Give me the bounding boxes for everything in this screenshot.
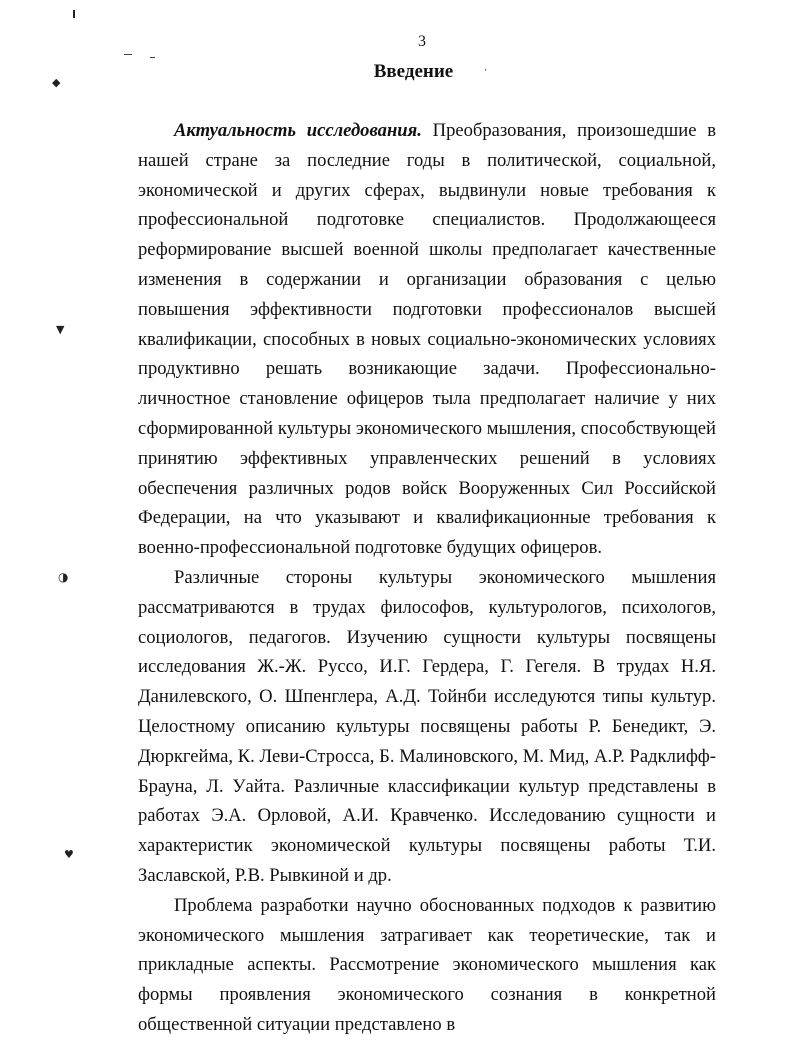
scan-speck-icon: ◑ xyxy=(58,570,69,584)
scan-speck: ′ xyxy=(484,67,491,80)
paragraph xyxy=(138,116,716,563)
scan-speck-icon: ▼ xyxy=(56,323,65,336)
paragraph-text: Проблема разработки научно обоснованных подходов к развитию экономического мышления затрагивает как теоретические, так и прикладные аспекты. Рассмотрение экономического мышления как формы проявления экономического сознания в конкретной общественной ситуации представлено в xyxy=(138,894,716,1035)
paragraph xyxy=(138,563,716,891)
paragraph-text: Преобразования, произошедшие в нашей стране за последние годы в политической, социальной, экономической и других сферах, выдвинули новые требования к профессиональной подготовке специалистов. Продолжающееся реформирование высшей военной школы предполагает качественные изменения в содержании и организации образования с целью повышения эффективности подготовки профессионалов высшей квалификации, способных в новых социально-экономических условиях продуктивно решать возникающие задачи. Профессионально-личностное становление офицеров тыла предполагает наличие у них сформированной культуры экономического мышления, способствующей принятию эффективных управленческих решений в условиях обеспечения различных родов войск Вооруженных Сил Российской Федерации, на что указывают и квалификационные требования к военно-профессиональной подготовке будущих офицеров. xyxy=(138,120,717,559)
paragraph-lead: Актуальность исследования. xyxy=(174,120,422,141)
page-number: 3 xyxy=(418,33,426,50)
scan-speck xyxy=(150,57,155,58)
scan-speck xyxy=(124,54,132,55)
scan-speck xyxy=(73,10,75,18)
scan-speck-icon: ◆ xyxy=(52,76,61,89)
paragraph-text: Различные стороны культуры экономического мышления рассматриваются в трудах философов, культурологов, психологов, социологов, педагогов. Изучению сущности культуры посвящены исследования Ж.-Ж. Руссо, И.Г. Гердера, Г. Гегеля. В трудах Н.Я. Данилевского, О. Шпенглера, А.Д. Тойнби исследуются типы культур. Целостному описанию культуры посвящены работы Р. Бенедикт, Э. Дюркгейма, К. Леви-Стросса, Б. Малиновского, М. Мид, А.Р. Радклифф-Брауна, Л. Уайта. Различные классификации культур представлены в работах Э.А. Орловой, А.И. Кравченко. Исследованию сущности и характеристик экономической культуры посвящены работы Т.И. Заславской, Р.В. Рывкиной и др. xyxy=(138,566,716,886)
body-text xyxy=(138,116,716,1040)
section-heading: Введение xyxy=(373,61,454,82)
scan-speck-icon: ♥ xyxy=(64,848,74,861)
paragraph xyxy=(138,891,716,1040)
